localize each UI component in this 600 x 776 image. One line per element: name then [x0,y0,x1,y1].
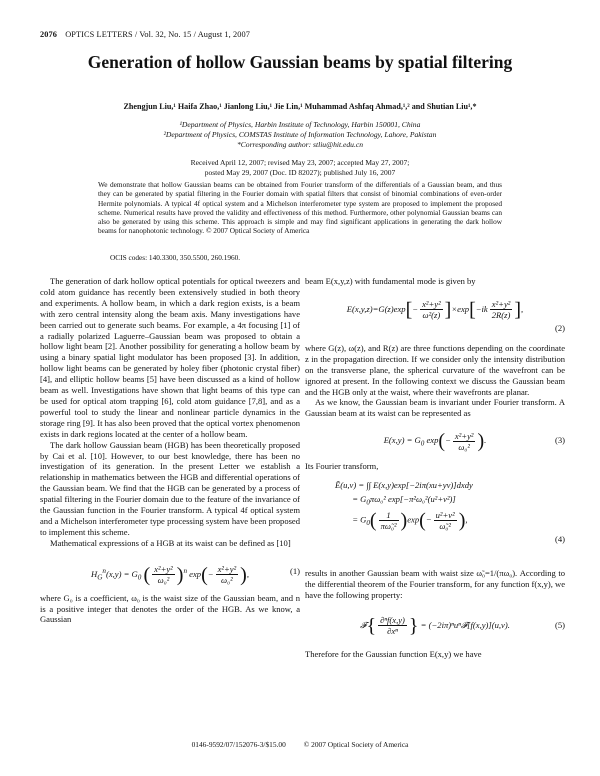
paragraph: results in another Gaussian beam with waist size ω̃₀=1/(πω₀). According to the differential theorem of the Fourier transform, for any function f(x,y), we have the following property: [305,568,565,600]
paragraph: Its Fourier transform, [305,461,379,472]
equation-number: (3) [554,435,565,446]
paragraph: Mathematical expressions of a HGB at its waist can be defined as [10] [50,537,291,548]
article-title: Generation of hollow Gaussian beams by spatial filtering [87,52,513,72]
paragraph: beam E(x,y,z) with fundamental mode is given by [305,276,476,286]
issn-code: 0146-9592/07/152076-3/$15.00 [191,740,286,749]
ocis-values: 140.3300, 350.5500, 260.1960. [148,253,241,262]
paragraph: Therefore for the Gaussian function E(x,y) we have [305,648,482,659]
equation-3: $E(x,y) = G_0$ exp(− $\frac{\text{x²+y²}}{\text{ω₀²}}$ ). (3) [305,425,565,455]
page-footer [40,740,560,749]
equation-number: (1) [289,565,300,576]
running-header [40,30,250,39]
equation-number: (4) [554,533,565,544]
right-column [305,276,565,660]
equation-4: Ẽ(u,v) = ∫∫ E(x,y)exp[−2iπ(xu+yv)]dxdy = $G_0\pi\omega_0^2$ exp[−π²ω₀²(u²+v²)] = $G_0$( $\frac{1}{\text{πω̃₀²}}$ )exp(− $\frac{\text{u²+v²}}{\text{ω̃₀²}}$ ), (4) [335,480,565,544]
equation-2: E(x,y,z)=G(z)exp[− $\frac{\text{x²+y²}}{\text{ω²(z)}}$ ]×exp[−ik $\frac{\text{x²+y²}}{2R(z)}$ ], (2) [305,293,565,337]
equation-1: $H_G^n(x,y) = G_0$ ( $\frac{\text{x²+y²}}{\text{ω₀²}}$ )$^n$ exp(− $\frac{\text{x²+y²}}{\text{ω₀²}}$ ), (1) [40,555,300,587]
ocis-codes [110,253,240,262]
received-dates [40,158,560,177]
abstract: We demonstrate that hollow Gaussian beams can be obtained from Fourier transform of the differentials of a Gaussian beam, and thus they can be generated by spatial filtering in the Fourier domain with spatial filters that consist of binomial combinations of even-order Hermite polynomials. A typical 4f optical system and a Michelson interferometer type system are proposed to implement the proposed scheme. Numerical results have proved the validity and effectiveness of this method. Furthermore, other polynomial Gaussian beams can also be generated by using this scheme. This approach is simple and may find significant applications in generating the dark hollow beams for nanophotonic technology. © 2007 Optical Society of America [98,180,502,236]
corresponding-author: *Corresponding author: stliu@hit.edu.cn [236,140,364,149]
ocis-label: OCIS codes: [110,253,148,262]
journal-line: OPTICS LETTERS / Vol. 32, No. 15 / August 1, 2007 [65,30,251,39]
paragraph: where G(z), ω(z), and R(z) are three functions depending on the coordinate z in the propagation direction. If we consider only the intensity distribution on the transverse plane, the spherical curvature of the wavefront can be ignored at present. In the following context we discuss the Gaussian beam and the HGB only at the waist, where their wavefronts are planar. [305,342,565,397]
paragraph: As we know, the Gaussian beam is invariant under Fourier transform. A Gaussian beam at its waist can be represented as [305,397,565,419]
equation-5: 𝓕{ $\frac{\text{∂ⁿf(x,y)}}{\text{∂xⁿ}}$ } = (−2iπ)ⁿuⁿ𝓕[f(x,y)](u,v). (5) [305,607,565,643]
paragraph: The generation of dark hollow optical potentials for optical tweezers and cold atom guidance has recently been extensively studied in both theory and experiments. A hollow beam, in which a dark region exists, is a beam with zero central intensity along the beam axis. Many investigations have been carried out to generate such beams. For example, a 4π focusing [1] of a radially polarized Laguerre–Gaussian beam was proposed to obtain a hollow light beam [2]. Another possibility for generating a hollow beam by using a binary spatial light modulator has been proposed [3]. In addition, hollow light beams can be generated by holey fiber (photonic crystal fiber) [4], and elliptic hollow beams [5] have been discussed as a kind of hollow beam as well. Investigations have shown that light beams of this type can be used for optical atom trapping [6], cold atom guidance [7,8], and as a powerful tool to study the linear and nonlinear particle dynamics in the storage ring [9]. It has also been proved that the optical vortex phenomenon exists in dark regions located at the center of a hollow beam. [40,276,300,439]
left-column [40,276,300,625]
paragraph: where G₀ is a coefficient, ω₀ is the waist size of the Gaussian beam, and n is a positive integer that denotes the order of the HGB. As we know, a Gaussian [40,592,300,625]
received-line-2: posted May 29, 2007 (Doc. ID 82027); published July 16, 2007 [204,167,396,177]
received-line-1: Received April 12, 2007; revised May 23, 2007; accepted May 27, 2007; [190,158,410,167]
equation-number: (5) [554,619,565,630]
equation-number: (2) [554,323,565,334]
author-list: Zhengjun Liu,¹ Haifa Zhao,¹ Jianlong Liu,¹ Jie Lin,¹ Muhammad Ashfaq Ahmad,¹,² and Shutian Liu¹,* [123,102,477,111]
copyright: © 2007 Optical Society of America [303,740,409,749]
paragraph: The dark hollow Gaussian beam (HGB) has been theoretically proposed by Cai et al. [10]. However, to our best knowledge, there has been no investigation of its generation. In the present Letter we establish a relationship in mathematics between the HGB and differential operations of the Gaussian beam. We find that the HGB can be generated by a process of spatial filtering in the Fourier domain due to the feature of the invariance of the Gaussian function in the Fourier transform. A typical 4f optical system and a Michelson interferometer type processing system have been proposed to implement this scheme. [40,439,300,537]
page-number: 2076 [40,30,57,39]
affiliation-1: ¹Department of Physics, Harbin Institute of Technology, Harbin 150001, China [179,120,421,129]
affiliation-2: ²Department of Physics, COMSTAS Institute of Information Technology, Lahore, Pakistan [163,130,437,139]
